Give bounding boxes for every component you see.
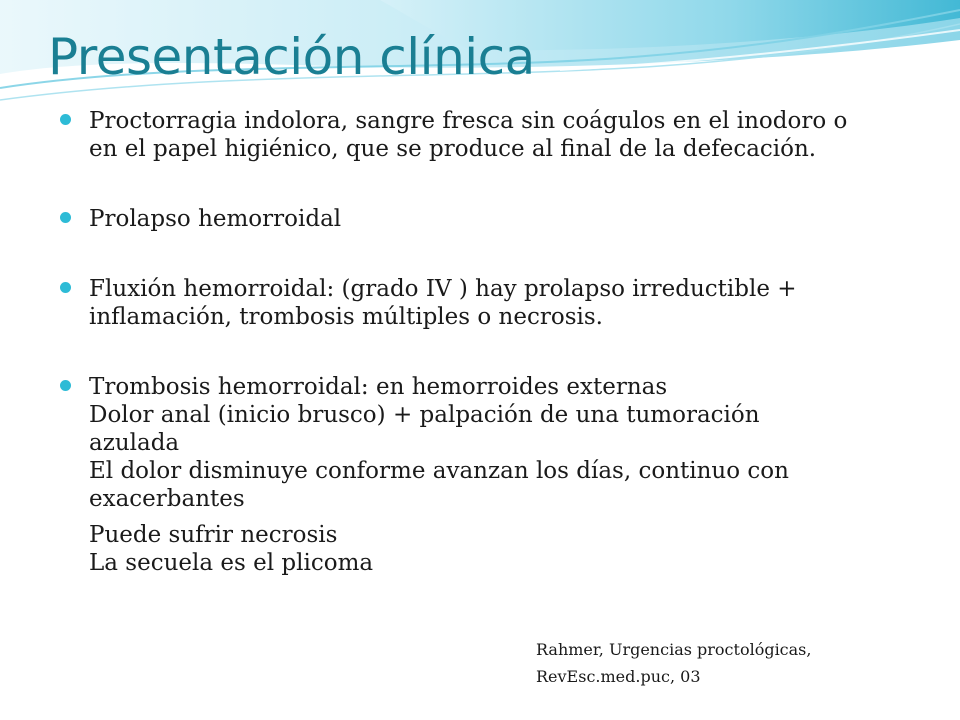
bullet-list (60, 107, 940, 577)
bullet-text-line: inflamación, trombosis múltiples o necrosis. (89, 304, 603, 330)
bullet-item-trombosis (60, 373, 940, 577)
bullet-text-line: Fluxión hemorroidal: (grado IV ) hay prolapso irreductible + (89, 276, 797, 302)
citation-line: Rahmer, Urgencias proctológicas, (536, 640, 812, 659)
bullet-item-prolapso (60, 205, 940, 233)
bullet-text-line: Dolor anal (inicio brusco) + palpación de una tumoración (89, 402, 760, 428)
citation-line: RevEsc.med.puc, 03 (536, 667, 701, 686)
bullet-text-line: Prolapso hemorroidal (89, 206, 342, 232)
bullet-text-line: La secuela es el plicoma (89, 550, 374, 576)
bullet-text-line: en el papel higiénico, que se produce al final de la defecación. (89, 136, 817, 162)
bullet-item-fluxion (60, 275, 940, 331)
bullet-text-line: exacerbantes (89, 486, 245, 512)
bullet-dot-icon (60, 380, 71, 391)
bullet-text-line: Puede sufrir necrosis (89, 522, 338, 548)
bullet-item-proctorragia (60, 107, 940, 163)
bullet-dot-icon (60, 114, 71, 125)
bullet-continuation (89, 521, 940, 577)
bullet-text-line: Proctorragia indolora, sangre fresca sin coágulos en el inodoro o (89, 108, 848, 134)
bullet-text-line: El dolor disminuye conforme avanzan los días, continuo con (89, 458, 789, 484)
citation (536, 636, 811, 690)
bullet-dot-icon (60, 282, 71, 293)
slide-title: Presentación clínica (48, 28, 535, 86)
bullet-dot-icon (60, 212, 71, 223)
bullet-text-line: azulada (89, 430, 180, 456)
bullet-text-line: Trombosis hemorroidal: en hemorroides externas (89, 374, 668, 400)
